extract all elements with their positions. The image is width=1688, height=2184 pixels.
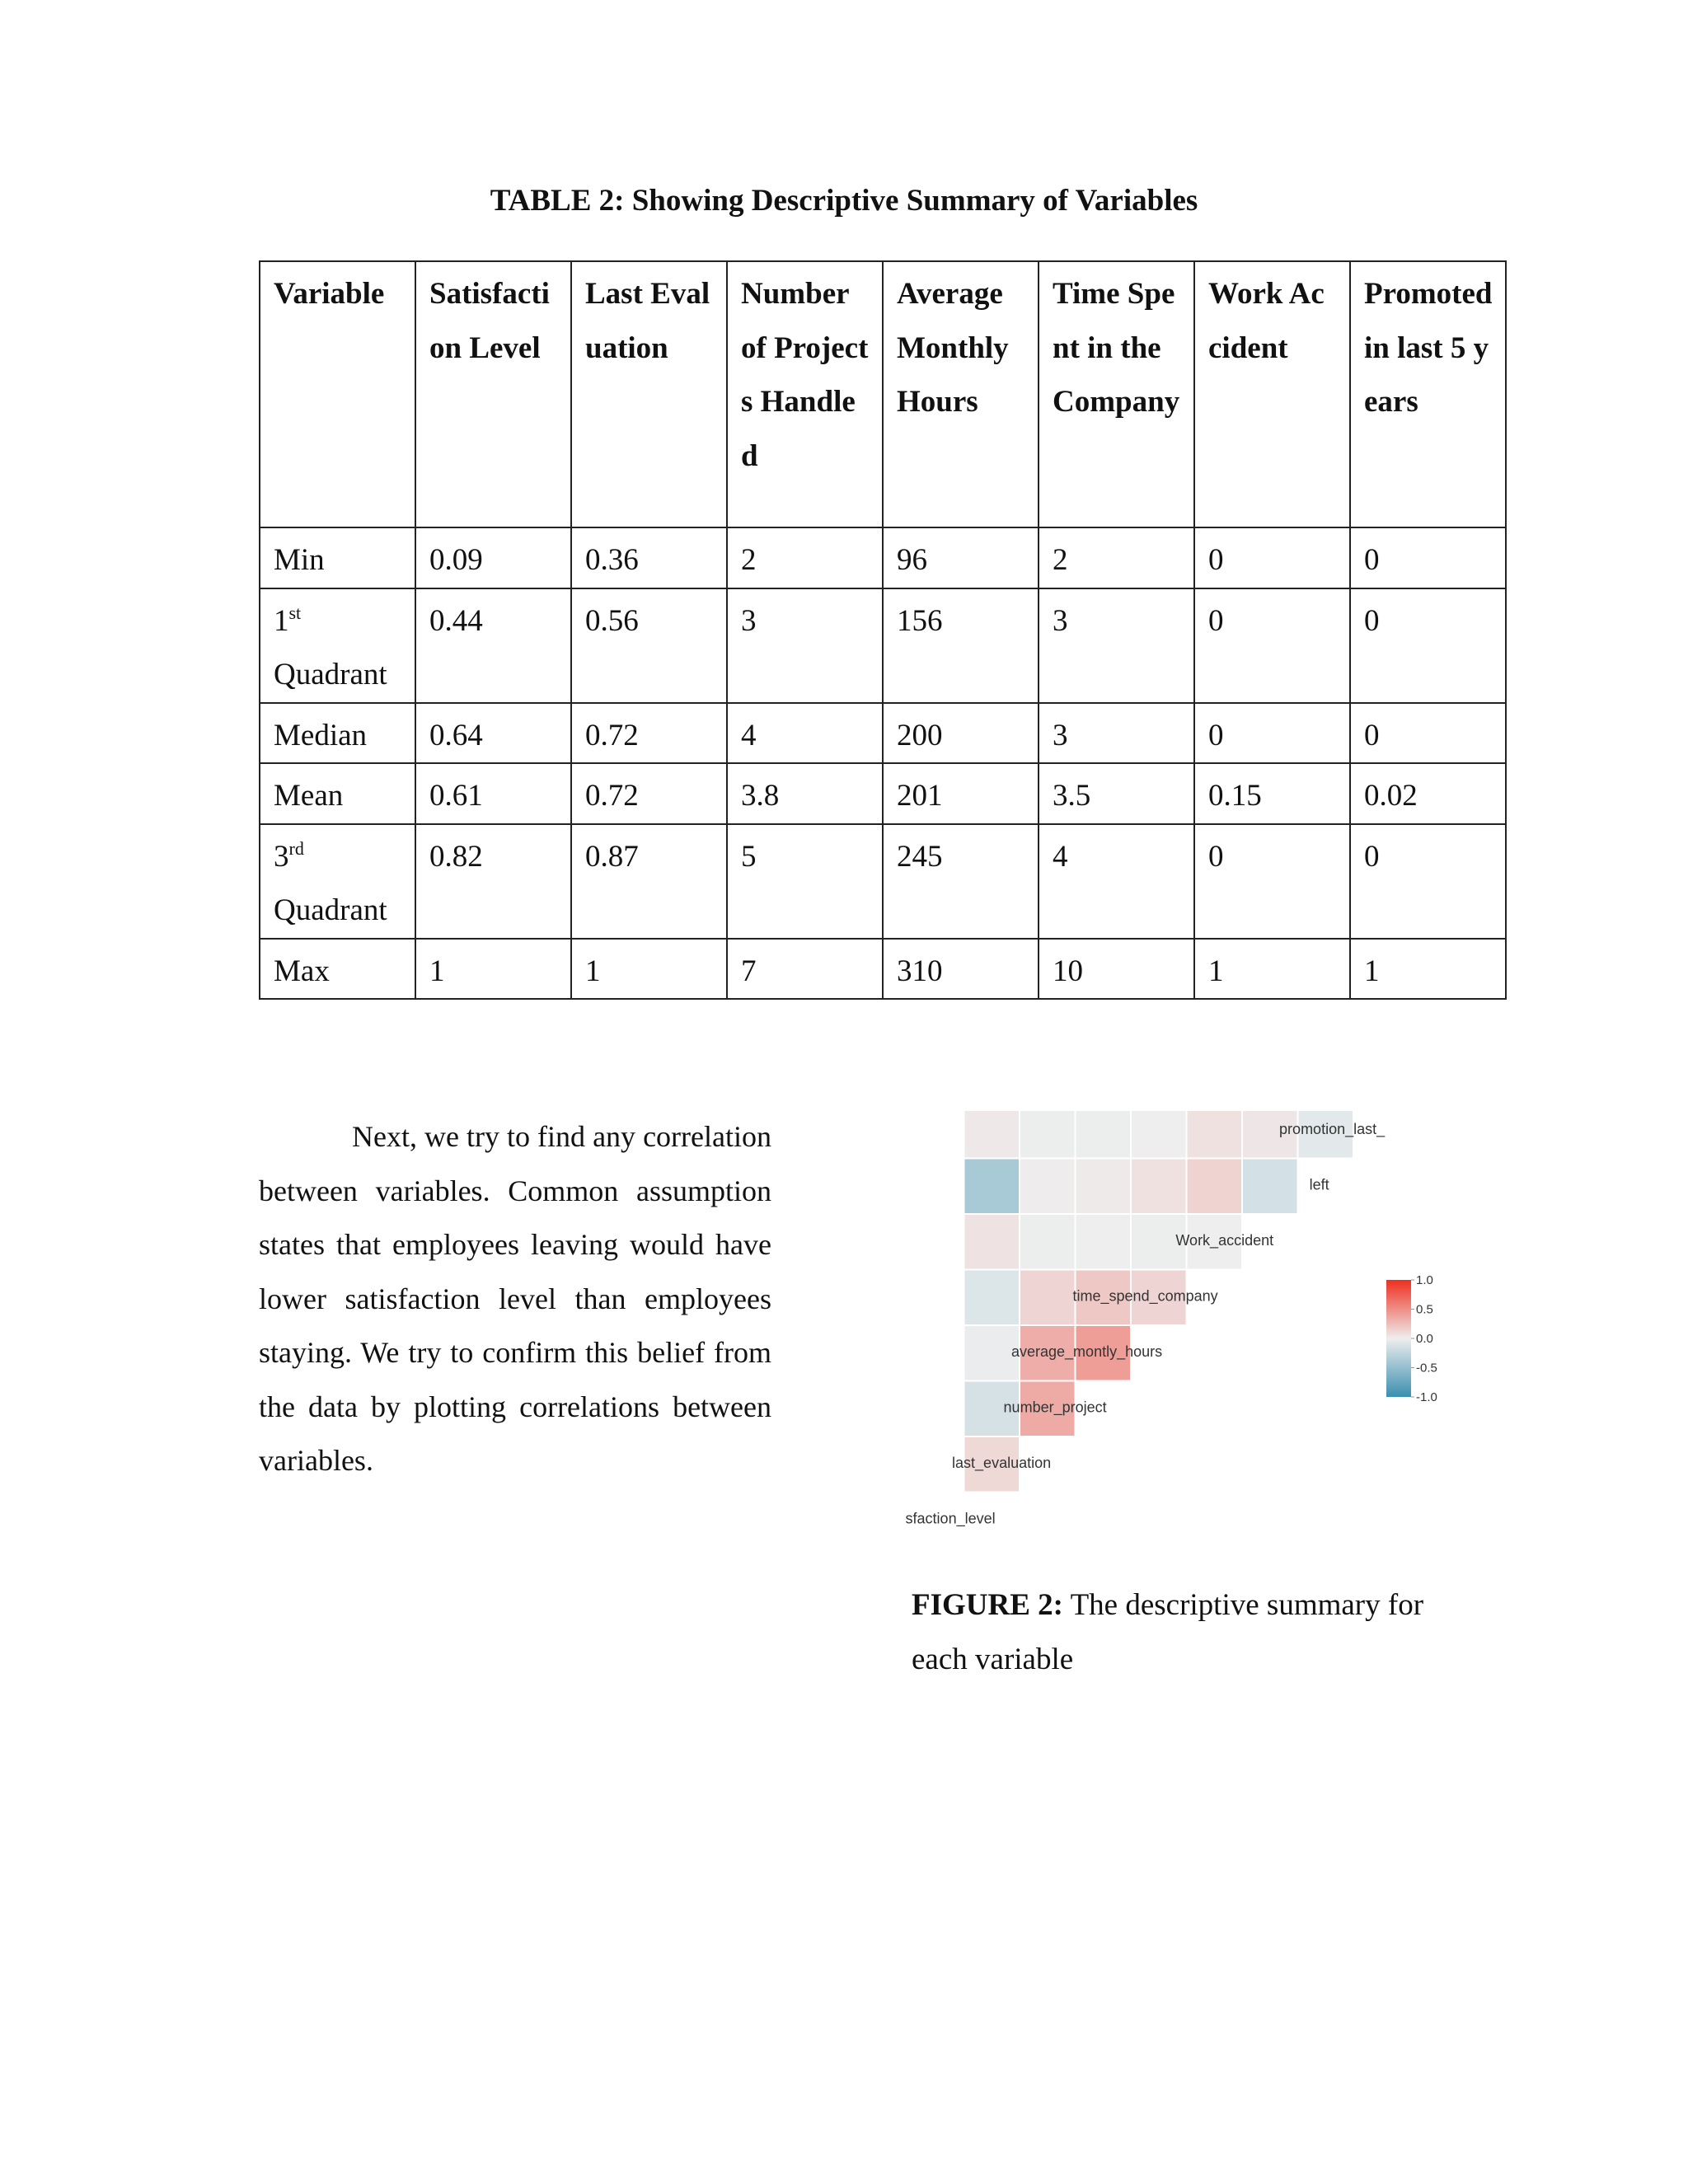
table-title: TABLE 2: Showing Descriptive Summary of Variables: [490, 184, 1198, 218]
correlation-heatmap: [857, 1111, 1451, 1556]
table-cell: 245: [883, 824, 1039, 939]
legend-tick-label: -1.0: [1416, 1390, 1437, 1404]
variable-label: sfaction_level: [905, 1510, 996, 1527]
legend-tick-label: 1.0: [1416, 1273, 1433, 1287]
legend-tick-label: 0.0: [1416, 1332, 1433, 1346]
table-cell: 2: [727, 527, 883, 588]
heatmap-cell: [1020, 1215, 1075, 1269]
table-cell: 3.8: [727, 763, 883, 824]
table-cell: 96: [883, 527, 1039, 588]
table-cell: 7: [727, 939, 883, 1000]
heatmap-cell: [965, 1160, 1020, 1214]
table-cell: 156: [883, 588, 1039, 703]
heatmap-cell: [1243, 1160, 1297, 1214]
table-cell: 4: [1039, 824, 1194, 939]
heatmap-cell: [1076, 1215, 1131, 1269]
table-cell: 0: [1194, 703, 1350, 764]
row-label-text: Quadrant: [274, 893, 387, 927]
header-cell: Last Evaluation: [571, 261, 727, 527]
table-cell: 0: [1350, 824, 1506, 939]
table-row: [260, 703, 1506, 764]
table-cell: 3.5: [1039, 763, 1194, 824]
variable-label: promotion_last_: [1279, 1121, 1386, 1138]
row-label-ordinal: st: [288, 602, 302, 623]
table-cell: 1: [571, 939, 727, 1000]
heatmap-cell: [965, 1215, 1020, 1269]
heatmap-cell: [1188, 1160, 1242, 1214]
table-cell: 0.61: [415, 763, 571, 824]
table-cell: 0.82: [415, 824, 571, 939]
table-cell: 3: [1039, 588, 1194, 703]
table-cell: 0.56: [571, 588, 727, 703]
body-paragraph: [259, 1110, 771, 1488]
heatmap-cell: [1076, 1160, 1131, 1214]
table-row: [260, 527, 1506, 588]
row-label: Max: [260, 939, 415, 1000]
table-cell: 0.02: [1350, 763, 1506, 824]
paragraph-text: Next, we try to find any correlation between variables. Common assumption states that employees leaving would have lower satisfaction level than employees staying. We try to confirm this belief from the data by plotting correlations between variables.: [259, 1120, 771, 1477]
table-cell: 0.36: [571, 527, 727, 588]
table-cell: 2: [1039, 527, 1194, 588]
figure-caption-text: The descriptive summary for each variable: [912, 1588, 1424, 1676]
heatmap-cell: [1188, 1111, 1242, 1158]
table-cell: 1: [1194, 939, 1350, 1000]
heatmap-cell: [965, 1271, 1020, 1325]
table-cell: 0: [1194, 527, 1350, 588]
figure-caption-label: FIGURE 2:: [912, 1588, 1063, 1622]
row-label: [260, 824, 415, 939]
header-row: [260, 261, 1506, 527]
table-cell: 5: [727, 824, 883, 939]
row-label: Median: [260, 703, 415, 764]
row-label-text: Quadrant: [274, 658, 387, 691]
heatmap-cell: [1020, 1160, 1075, 1214]
heatmap-legend: [1386, 1273, 1437, 1404]
row-label-number: 3: [274, 839, 289, 874]
table-row: [260, 824, 1506, 939]
table-row: [260, 588, 1506, 703]
legend-color-bar: [1386, 1280, 1411, 1397]
table-cell: 1: [1350, 939, 1506, 1000]
header-cell: Time Spent in the Company: [1039, 261, 1194, 527]
table-cell: 0.64: [415, 703, 571, 764]
table-cell: 0: [1350, 527, 1506, 588]
table-cell: 310: [883, 939, 1039, 1000]
variable-label: average_montly_hours: [1011, 1343, 1163, 1361]
row-label: Mean: [260, 763, 415, 824]
table-cell: 0: [1350, 588, 1506, 703]
table-cell: 0.87: [571, 824, 727, 939]
row-label-number: 1: [274, 603, 289, 638]
header-cell: Average Monthly Hours: [883, 261, 1039, 527]
table-cell: 0: [1350, 703, 1506, 764]
table-cell: 0.15: [1194, 763, 1350, 824]
header-cell: Satisfaction Level: [415, 261, 571, 527]
variable-label: number_project: [1003, 1399, 1107, 1416]
figure-caption: [912, 1578, 1472, 1686]
table-cell: 4: [727, 703, 883, 764]
heatmap-cell: [1020, 1271, 1075, 1325]
variable-label: last_evaluation: [952, 1455, 1052, 1472]
table-cell: 0: [1194, 588, 1350, 703]
table-cell: 10: [1039, 939, 1194, 1000]
header-cell: Variable: [260, 261, 415, 527]
table-cell: 0.72: [571, 703, 727, 764]
table-cell: 3: [1039, 703, 1194, 764]
header-cell: Number of Projects Handled: [727, 261, 883, 527]
table-cell: 0.44: [415, 588, 571, 703]
legend-tick-label: -0.5: [1416, 1361, 1437, 1376]
heatmap-cell: [1132, 1111, 1186, 1158]
variable-label: left: [1309, 1176, 1329, 1193]
table-row: [260, 763, 1506, 824]
table-cell: 0.09: [415, 527, 571, 588]
heatmap-cell: [1020, 1111, 1075, 1158]
table-cell: 3: [727, 588, 883, 703]
descriptive-summary-table: [259, 260, 1507, 1000]
row-label-ordinal: rd: [288, 837, 304, 859]
heatmap-cell: [965, 1111, 1020, 1158]
header-cell: Promoted in last 5 years: [1350, 261, 1506, 527]
table-cell: 0: [1194, 824, 1350, 939]
row-label: Min: [260, 527, 415, 588]
table-row: [260, 939, 1506, 1000]
variable-label: time_spend_company: [1072, 1287, 1218, 1305]
legend-tick-label: 0.5: [1416, 1302, 1433, 1317]
table-cell: 1: [415, 939, 571, 1000]
variable-label: Work_accident: [1175, 1232, 1274, 1249]
table-cell: 201: [883, 763, 1039, 824]
table-cell: 0.72: [571, 763, 727, 824]
header-cell: Work Accident: [1194, 261, 1350, 527]
row-label: [260, 588, 415, 703]
table-cell: 200: [883, 703, 1039, 764]
heatmap-cell: [1076, 1111, 1131, 1158]
heatmap-cell: [1132, 1160, 1186, 1214]
